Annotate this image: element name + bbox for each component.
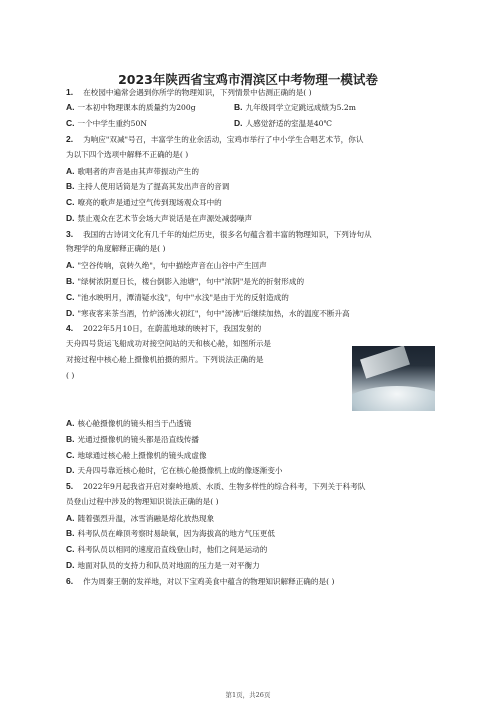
q2-option-d[interactable]: D. 禁止观众在艺术节会场大声说话是在声源处减弱噪声 (66, 213, 253, 223)
page-title: 2023年陕西省宝鸡市渭滨区中考物理一模试卷 (118, 72, 378, 87)
q1-options-cd (66, 118, 436, 129)
q2-option-b[interactable]: B. 主持人使用话筒是为了提高其发出声音的音调 (66, 181, 230, 191)
spacecraft-arm (360, 346, 410, 379)
q4-stem-line3: 对接过程中核心舱上摄像机拍摄的照片。下列说法正确的是 (66, 355, 264, 364)
q6-number: 6. (66, 576, 74, 586)
q4-option-b[interactable]: B. 光通过摄像机的镜头都是沿直线传播 (66, 434, 199, 444)
q1-option-d[interactable]: D. 人感觉舒适的室温是40℃ (234, 118, 333, 128)
q3-option-c[interactable]: C. "池水映明月，潭清疑水浅"，句中"水浅"是由于光的反射造成的 (66, 292, 289, 302)
q5-option-a[interactable]: A. 随着强烈升温，冰雪消融是熔化放热现象 (66, 513, 215, 523)
q3-stem-line1: 3. 我国的古诗词文化有几千年的灿烂历史，很多名句蕴含着丰富的物理知识，下列诗句从 (66, 229, 372, 239)
q2-option-a[interactable]: A. 歌唱者的声音是由其声带振动产生的 (66, 166, 199, 176)
q2-stem-line1: 2. 为响应"双减"号召，丰富学生的业余活动，宝鸡市举行了中小学生合唱艺术节，你认 (66, 134, 364, 144)
q5-option-d[interactable]: D. 地面对队员的支持力和队员对地面的压力是一对平衡力 (66, 560, 260, 570)
q4-option-c[interactable]: C. 地球通过核心舱上摄像机的镜头成虚像 (66, 450, 207, 460)
q1-option-b[interactable]: B. 九年级同学立定跳远成绩为5.2m (234, 102, 356, 112)
q4-stem-line4: ( ) (66, 371, 75, 380)
q4-option-a[interactable]: A. 核心舱摄像机的镜头相当于凸透镜 (66, 418, 192, 428)
q3-number: 3. (66, 229, 74, 239)
q1-number: 1. (66, 87, 74, 97)
q2-number: 2. (66, 134, 74, 144)
q1-stem: 1. 在校园中遍常会遇到你所学的物理知识，下列情景中估测正确的是( ) (66, 87, 312, 97)
q4-number: 4. (66, 323, 74, 333)
q2-stem-line2: 为以下四个选项中解释不正确的是( ) (66, 150, 189, 159)
q5-stem-line1: 5. 2022年9月起我省开启对秦岭地质、水质、生物多样性的综合科考，下列关于科考队 (66, 481, 366, 491)
q5-option-c[interactable]: C. 科考队员以相同的速度沿直线登山时，他们之间是运动的 (66, 544, 268, 554)
q3-option-d[interactable]: D. "寒夜客来茶当酒，竹炉汤沸火初红"，句中"汤沸"后继续加热，水的温度不断升高 (66, 308, 350, 318)
q1-option-c[interactable]: C. 一个中学生重约50N (66, 118, 147, 128)
q1-options-ab (66, 102, 436, 113)
q1-option-a[interactable]: A. 一本初中物理课本的质量约为200g (66, 102, 196, 112)
q4-stem-line1: 4. 2022年5月10日，在蔚蓝地球的映衬下，我国发射的 (66, 323, 262, 333)
q6-stem: 6. 作为周秦王朝的发祥地，对以下宝鸡美食中蕴含的物理知识解释正确的是( ) (66, 576, 335, 586)
q2-option-c[interactable]: C. 嘹亮的歌声是通过空气传到现场观众耳中的 (66, 197, 222, 207)
page-footer: 第1页，共26页 (225, 691, 271, 699)
q4-stem-line2: 天舟四号货运飞船成功对接空间站的天和核心舱，如图所示是 (66, 339, 272, 348)
q3-stem-line2: 物理学的角度解释正确的是( ) (66, 244, 166, 253)
earth-horizon (352, 386, 435, 411)
q4-option-d[interactable]: D. 天舟四号靠近核心舱时，它在核心舱摄像机上成的像逐渐变小 (66, 465, 283, 475)
q5-option-b[interactable]: B. 科考队员在峰顶考察时易缺氧，因为海拔高的地方气压更低 (66, 528, 275, 538)
q5-number: 5. (66, 481, 74, 491)
spacecraft-camera-photo (352, 346, 435, 411)
q5-stem-line2: 员登山过程中涉及的物理知识说法正确的是( ) (66, 497, 219, 506)
q3-option-a[interactable]: A. "空谷传响，哀转久绝"，句中描绘声音在山谷中产生回声 (66, 260, 267, 270)
q3-option-b[interactable]: B. "绿树浓阴夏日长，楼台倒影入池塘"，句中"浓阴"是光的折射形成的 (66, 276, 305, 286)
